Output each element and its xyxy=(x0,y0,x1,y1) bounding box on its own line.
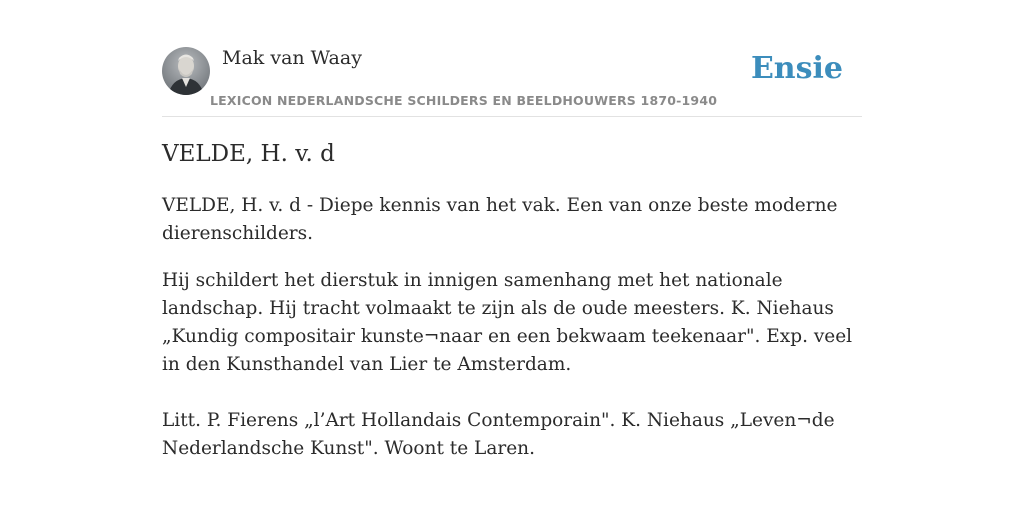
page-title: VELDE, H. v. d xyxy=(162,141,335,167)
ensie-logo[interactable]: Ensie xyxy=(750,51,843,86)
author-portrait-icon xyxy=(162,47,210,95)
source-title[interactable]: LEXICON NEDERLANDSCHE SCHILDERS EN BEELDHOUWERS 1870-1940 xyxy=(210,93,718,108)
article-body xyxy=(162,192,862,463)
article-paragraph: Litt. P. Fierens „l’Art Hollandais Contemporain". K. Niehaus „Leven¬de Nederlandsche Kunst". Woont te Laren. xyxy=(162,410,835,459)
author-avatar[interactable] xyxy=(162,47,210,95)
article-content xyxy=(162,138,862,463)
author-name[interactable]: Mak van Waay xyxy=(222,47,362,69)
article-paragraph: Hij schildert het dierstuk in innigen samenhang met het nationale landschap. Hij tracht volmaakt te zijn als de oude meesters. K. Niehaus „Kundig compositair kunste¬naar en een bekwaam teekenaar". Exp. veel in den Kunsthandel van Lier te Amsterdam. xyxy=(162,270,853,375)
article-paragraph: VELDE, H. v. d - Diepe kennis van het vak. Een van onze beste moderne dierenschilders. xyxy=(162,195,838,244)
article-header xyxy=(162,46,862,117)
